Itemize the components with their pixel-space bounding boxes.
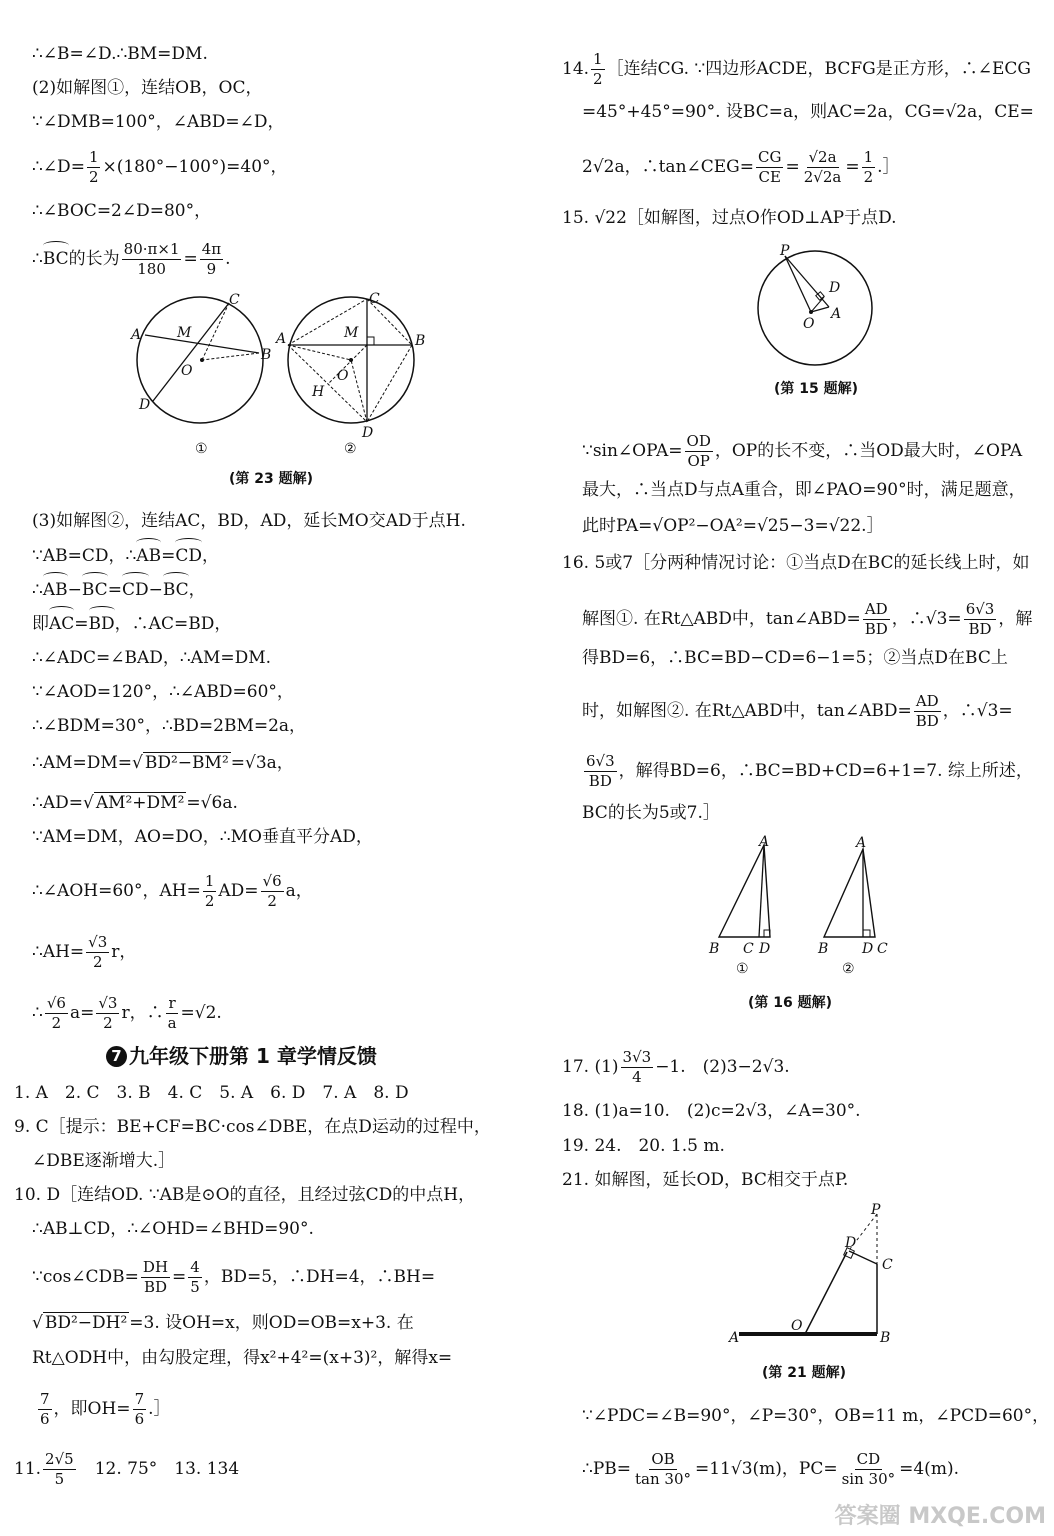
line: ∴BC的长为 $\frac{80\cdot\pi\times 1}{180}$ = $\frac{4\pi}{9}$ . <box>32 240 231 278</box>
line: ∴∠BOC=2∠D=80°， <box>32 201 212 221</box>
fraction: $\frac{4\pi}{9}$ <box>201 240 222 278</box>
line <box>32 148 288 187</box>
section-title: 7 九年级下册第 1 章学情反馈 <box>106 1040 377 1069</box>
line: 此时PA=√OP²−OA²=√25−3=√22.］ <box>582 516 884 536</box>
label-M2: M <box>344 325 359 341</box>
line: 15. √22［如解图，过点O作OD⊥AP于点D. <box>562 208 897 228</box>
line: 得BD=6，∴BC=BD−CD=6−1=5；②当点D在BC上 <box>582 648 1008 668</box>
label-D: D <box>845 1235 857 1251</box>
line: 9. C［提示：BE+CF=BC·cos∠DBE，在点D运动的过程中， <box>14 1117 491 1137</box>
line: ∴AB−BC=CD−BC， <box>32 580 206 600</box>
line: ∴∠B=∠D.∴BM=DM. <box>32 44 208 64</box>
line: 11. $\frac{2√5}{5}$ 12. 75° 13. 134 <box>14 1450 240 1488</box>
label-M: M <box>177 325 192 341</box>
label-n1: ① <box>736 961 749 977</box>
label-n2: ② <box>842 961 855 977</box>
section-number-badge: 7 <box>106 1046 127 1067</box>
line: 时，如解图②. 在Rt△ABD中，tan∠ABD= $\frac{AD}{BD}$ ，∴√3= <box>582 692 1013 730</box>
line: ∴AD=√ AM²+DM² =√6a. <box>32 793 238 813</box>
line: ∵∠PDC=∠B=90°，∠P=30°，OB=11 m，∠PCD=60°， <box>582 1406 1050 1426</box>
figure-23 <box>125 285 435 460</box>
label-A1: A <box>759 835 770 850</box>
label-H: H <box>312 384 325 400</box>
label-B2: B <box>818 941 829 957</box>
line: 2√2a，∴tan∠CEG= $\frac{CG}{CE}$ = $\frac{√2a}{2√2a}$ = $\frac{1}{2}$ .］ <box>582 148 900 186</box>
line: 14. $\frac{1}{2}$ ［连结CG. ∵四边形ACDE，BCFG是正方形，∴∠ECG <box>562 50 1031 88</box>
caption-16: (第 16 题解) <box>748 995 833 1011</box>
label-C2: C <box>877 941 888 957</box>
line: ∴∠AOH=60°，AH= $\frac{1}{2}$ AD= $\frac{√6}{2}$ a， <box>32 872 313 910</box>
label-1: ① <box>195 441 208 457</box>
line: (2)如解图①，连结OB，OC， <box>32 78 263 98</box>
label-O: O <box>803 316 815 332</box>
line: BC的长为5或7.］ <box>582 803 720 823</box>
line: =45°+45°=90°. 设BC=a，则AC=2a，CG=√2a，CE= <box>582 102 1034 122</box>
line: 解图①. 在Rt△ABD中，tan∠ABD= $\frac{AD}{BD}$ ，∴√3= $\frac{6√3}{BD}$ ，解 <box>582 600 1033 638</box>
line: ∠DBE逐渐增大.］ <box>32 1151 176 1171</box>
line: 17. (1) $\frac{3√3}{4}$ −1. (2)3−2√3. <box>562 1048 790 1086</box>
line: ∵sin∠OPA= $\frac{OD}{OP}$ ，OP的长不变，∴当OD最大时，∠OPA <box>582 432 1023 470</box>
line: ∴AM=DM=√ BD²−BM² =√3a， <box>32 753 294 773</box>
label-A2: A <box>276 331 287 347</box>
watermark: 答案圈 MXQE.COM <box>834 1504 1046 1529</box>
label-C1: C <box>743 941 754 957</box>
caption-15: (第 15 题解) <box>774 381 859 397</box>
line: ∵AB=CD，∴AB=CD， <box>32 546 219 566</box>
arc-text: BC <box>42 249 69 269</box>
label-2: ② <box>344 441 357 457</box>
line: 19. 24. 20. 1.5 m. <box>562 1136 725 1156</box>
label-B: B <box>261 347 272 363</box>
label-D2: D <box>362 425 374 441</box>
caption-21: (第 21 题解) <box>762 1365 847 1381</box>
text: ∴∠D= <box>32 157 85 177</box>
label-D: D <box>829 280 841 296</box>
line: 最大，∴当点D与点A重合，即∠PAO=90°时，满足题意， <box>582 480 1026 500</box>
label-C: C <box>882 1257 893 1273</box>
caption-23: (第 23 题解) <box>229 471 314 487</box>
fraction: $\frac{1}{2}$ <box>88 148 99 186</box>
line: (3)如解图②，连结AC，BD，AD，延长MO交AD于点H. <box>32 511 466 531</box>
line: ∴ $\frac{√6}{2}$ a= $\frac{√3}{2}$ r，∴ $\frac{r}{a}$ =√2. <box>32 994 222 1032</box>
line: ∵AM=DM，AO=DO，∴MO垂直平分AD， <box>32 827 373 847</box>
line: $\frac{7}{6}$ ，即OH= $\frac{7}{6}$ .］ <box>40 1390 171 1428</box>
line: ∵∠DMB=100°，∠ABD=∠D， <box>32 112 285 132</box>
line: ∴∠ADC=∠BAD，∴AM=DM. <box>32 648 272 668</box>
line: ∵cos∠CDB= $\frac{DH}{BD}$ = $\frac{4}{5}$ ，BD=5，∴DH=4，∴BH= <box>32 1258 436 1296</box>
figure-15 <box>745 240 885 375</box>
fraction: $\frac{80\cdot\pi\times 1}{180}$ <box>123 240 180 278</box>
label-A: A <box>131 327 142 343</box>
label-C: C <box>229 292 240 308</box>
label-P: P <box>780 243 790 259</box>
line: $\frac{6√3}{BD}$ ，解得BD=6，∴BC=BD+CD=6+1=7. 综上所述， <box>586 752 1033 790</box>
line: √ BD²−DH² =3. 设OH=x，则OD=OB=x+3. 在 <box>32 1313 414 1333</box>
label-B2: B <box>415 333 426 349</box>
label-A: A <box>729 1330 740 1346</box>
label-O2: O <box>337 368 349 384</box>
label-C2: C <box>369 291 380 307</box>
line: 即AC=BD，∴AC=BD， <box>32 614 232 634</box>
label-P: P <box>871 1202 881 1218</box>
figure-16 <box>700 835 900 980</box>
line: ∴∠BDM=30°，∴BD=2BM=2a， <box>32 716 307 736</box>
label-D2: D <box>862 941 874 957</box>
label-A: A <box>831 306 842 322</box>
line: Rt△ODH中，由勾股定理，得x²+4²=(x+3)²，解得x= <box>32 1348 453 1368</box>
text: ×(180°−100°)=40°， <box>102 157 288 177</box>
line: 10. D［连结OD. ∵AB是⊙O的直径，且经过弦CD的中点H， <box>14 1185 476 1205</box>
line: 18. (1)a=10. (2)c=2√3，∠A=30°. <box>562 1101 861 1121</box>
label-D1: D <box>759 941 771 957</box>
line: 1. A 2. C 3. B 4. C 5. A 6. D 7. A 8. D <box>14 1083 409 1103</box>
line: ∴AH= $\frac{√3}{2}$ r， <box>32 933 137 971</box>
label-B1: B <box>709 941 720 957</box>
line: ∴PB= $\frac{OB}{\tan 30^\circ}$ =11√3(m)，PC= $\frac{CD}{\sin 30^\circ}$ =4(m). <box>582 1450 959 1488</box>
line: ∵∠AOD=120°，∴∠ABD=60°， <box>32 682 294 702</box>
label-B: B <box>880 1330 891 1346</box>
label-O: O <box>181 363 193 379</box>
label-O: O <box>791 1318 803 1334</box>
line: 21. 如解图，延长OD，BC相交于点P. <box>562 1170 849 1190</box>
label-A2: A <box>856 835 867 851</box>
label-D: D <box>139 397 151 413</box>
line: ∴AB⊥CD，∴∠OHD=∠BHD=90°. <box>32 1219 314 1239</box>
line: 16. 5或7［分两种情况讨论：①当点D在BC的延长线上时，如 <box>562 553 1030 573</box>
figure-21 <box>725 1200 905 1350</box>
